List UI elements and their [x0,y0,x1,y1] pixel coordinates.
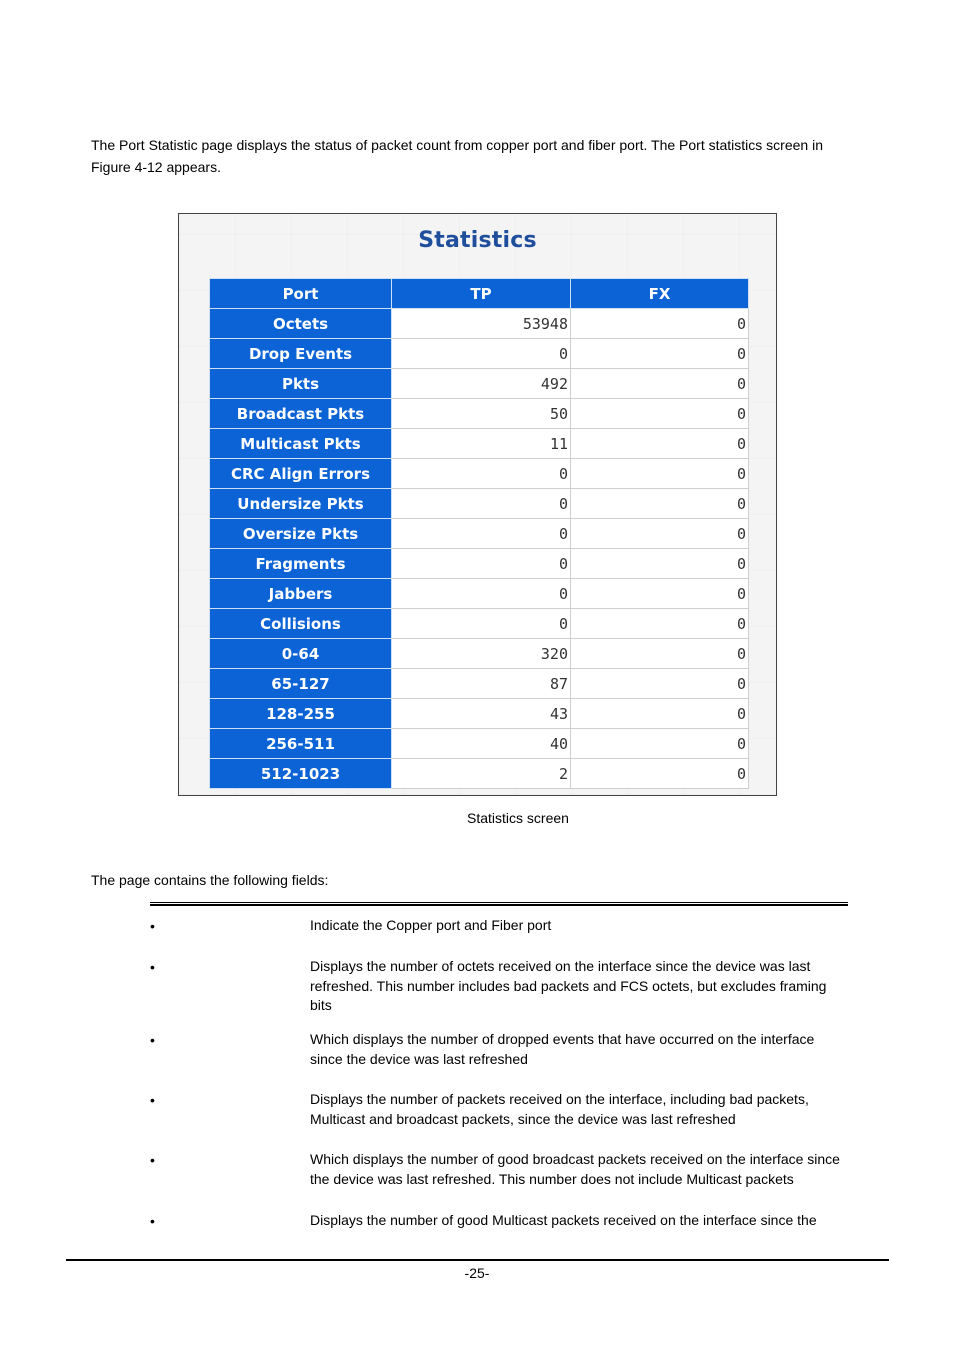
footer-rule [66,1259,889,1261]
table-row [210,549,749,579]
statistics-title: Statistics [418,228,537,253]
fx-value: 0 [571,609,749,639]
bullet-icon: • [150,918,155,934]
tp-value: 11 [392,429,571,459]
table-row [210,309,749,339]
table-row [210,339,749,369]
table-row [210,489,749,519]
tp-value: 0 [392,579,571,609]
bullet-icon: • [150,1213,155,1229]
fx-value: 0 [571,489,749,519]
fx-value: 0 [571,729,749,759]
tp-value: 0 [392,519,571,549]
field-description: Displays the number of packets received on the interface, including bad packets, Multicast and broadcast packets, since the device was last refreshed [310,1091,809,1127]
row-label: 65-127 [210,669,392,699]
statistics-screenshot [178,213,777,796]
fx-value: 0 [571,549,749,579]
table-row [210,459,749,489]
field-description: Displays the number of octets received on the interface since the device was last refreshed. This number includes bad packets and FCS octets, but excludes framing bits [310,958,827,1013]
table-row [210,429,749,459]
table-row [210,519,749,549]
table-row [210,399,749,429]
table-row [210,609,749,639]
table-row [210,759,749,789]
intro-paragraph: The Port Statistic page displays the status of packet count from copper port and fiber port. The Port statistics screen in Figure 4-12 appears. [91,137,823,175]
table-top-rule [150,902,848,906]
row-label: Octets [210,309,392,339]
tp-value: 50 [392,399,571,429]
table-row [210,669,749,699]
tp-value: 0 [392,459,571,489]
row-label: 128-255 [210,699,392,729]
table-row [210,699,749,729]
bullet-icon: • [150,1152,155,1168]
bullet-icon: • [150,959,155,975]
statistics-table [209,278,749,789]
fx-value: 0 [571,429,749,459]
table-row [210,579,749,609]
fx-value: 0 [571,459,749,489]
fx-value: 0 [571,699,749,729]
tp-value: 0 [392,489,571,519]
field-description: Indicate the Copper port and Fiber port [310,917,552,933]
row-label: 512-1023 [210,759,392,789]
row-label: Fragments [210,549,392,579]
fx-value: 0 [571,309,749,339]
fx-value: 0 [571,399,749,429]
field-description: Which displays the number of good broadcast packets received on the interface since the device was last refreshed. This number does not include Multicast packets [310,1151,840,1187]
column-header-fx: FX [571,279,749,309]
figure-caption: Statistics screen [467,810,569,826]
row-label: Broadcast Pkts [210,399,392,429]
fx-value: 0 [571,639,749,669]
bullet-icon: • [150,1032,155,1048]
tp-value: 492 [392,369,571,399]
fx-value: 0 [571,669,749,699]
column-header-port: Port [210,279,392,309]
page-number: -25- [464,1265,490,1281]
row-label: 256-511 [210,729,392,759]
row-label: Jabbers [210,579,392,609]
fx-value: 0 [571,369,749,399]
fx-value: 0 [571,339,749,369]
field-description: Which displays the number of dropped events that have occurred on the interface since the device was last refreshed [310,1031,815,1067]
tp-value: 320 [392,639,571,669]
tp-value: 0 [392,609,571,639]
fields-intro: The page contains the following fields: [91,872,329,888]
table-row [210,639,749,669]
fx-value: 0 [571,519,749,549]
row-label: Collisions [210,609,392,639]
row-label: Pkts [210,369,392,399]
row-label: Multicast Pkts [210,429,392,459]
tp-value: 87 [392,669,571,699]
row-label: 0-64 [210,639,392,669]
table-header-row [210,279,749,309]
tp-value: 2 [392,759,571,789]
fx-value: 0 [571,759,749,789]
field-description: Displays the number of good Multicast packets received on the interface since the [310,1212,817,1228]
bullet-icon: • [150,1092,155,1108]
table-row [210,729,749,759]
tp-value: 0 [392,549,571,579]
column-header-tp: TP [392,279,571,309]
row-label: Drop Events [210,339,392,369]
tp-value: 53948 [392,309,571,339]
tp-value: 43 [392,699,571,729]
row-label: Undersize Pkts [210,489,392,519]
tp-value: 0 [392,339,571,369]
table-row [210,369,749,399]
tp-value: 40 [392,729,571,759]
row-label: CRC Align Errors [210,459,392,489]
fx-value: 0 [571,579,749,609]
row-label: Oversize Pkts [210,519,392,549]
